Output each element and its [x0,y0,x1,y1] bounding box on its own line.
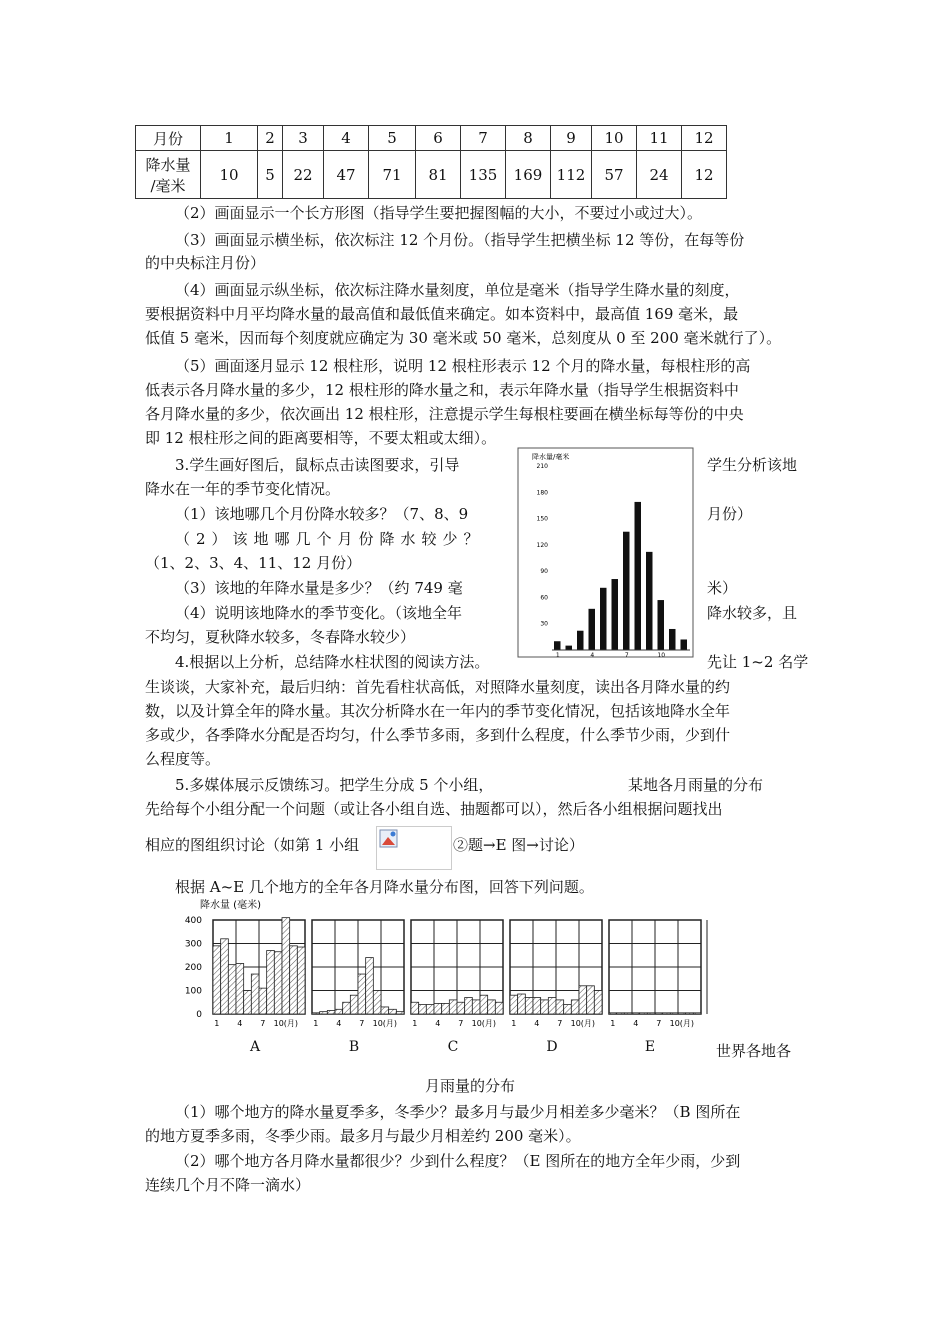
bar-E-6 [647,1013,655,1014]
bar-E-12 [693,1013,701,1014]
bar-B-5 [343,1002,351,1014]
x-tick-label: 7 [557,1019,563,1028]
paragraph: 数，以及计算全年的降水量。其次分析降水在一年内的季节变化情况，包括该地降水全年 [145,702,731,720]
cell: 5 [258,151,283,199]
bar-A-10 [282,918,290,1014]
cell: 10 [592,126,637,151]
cell: 8 [506,126,551,151]
panel-label: B [348,1039,360,1055]
bar-B-6 [350,995,358,1014]
bar-D-4 [533,998,541,1014]
bar-month-5 [600,588,607,650]
paragraph: （3）该地的年降水量是多少？（约 749 毫 [175,579,463,597]
bar-B-9 [373,991,381,1015]
cell: 7 [461,126,506,151]
x-tick-label: 10(月) [273,1019,299,1028]
y-tick-label: 60 [540,594,548,602]
bar-A-12 [297,947,305,1014]
cell: 6 [416,126,461,151]
paragraph: （4）画面显示纵坐标，依次标注降水量刻度，单位是毫米（指导学生降水量的刻度， [175,281,740,299]
paragraph: 降水在一年的季节变化情况。 [145,480,341,498]
bar-E-7 [655,1013,663,1014]
cell: 12 [682,126,727,151]
label-line: /毫米 [150,176,186,195]
image-icon [379,829,399,849]
bar-A-8 [267,951,275,1014]
cell: 9 [551,126,592,151]
paragraph: 各月降水量的多少，依次画出 12 根柱形，注意提示学生每根柱要画在横坐标每等份的中央 [145,405,744,423]
bar-C-4 [434,1003,442,1014]
bar-D-9 [571,1000,579,1014]
paragraph: 生谈谈，大家补充，最后归纳：首先看柱状高低，对照降水量刻度，读出各月降水量的约 [145,678,731,696]
x-tick-label: 1 [412,1019,418,1028]
bar-month-11 [669,629,676,650]
bar-month-4 [589,609,596,650]
bar-A-9 [274,952,282,1014]
paragraph: （1、2、3、4、11、12 月份） [145,554,362,572]
cell: 71 [369,151,416,199]
cell: 24 [637,151,682,199]
bar-month-12 [681,639,688,650]
rainfall-bar-chart [518,448,694,658]
cell: 11 [637,126,682,151]
cell: 4 [324,126,369,151]
label-line: 降水量 [145,155,191,174]
bar-E-2 [617,1013,625,1014]
panel-label: E [644,1039,656,1055]
paragraph: （3）画面显示横坐标，依次标注 12 个月份。（指导学生把横坐标 12 等份，在每等份 [175,231,745,249]
bar-A-4 [236,963,244,1014]
x-tick-label: 10(月) [570,1019,596,1028]
bar-month-6 [612,579,619,650]
paragraph: （1）哪个地方的降水量夏季多，冬季少？最多月与最少月相差多少毫米？（B 图所在 [175,1103,741,1121]
paragraph: ②题→E 图→讨论） [453,836,584,854]
bar-A-1 [213,946,221,1014]
x-tick-label: 4 [435,1019,441,1028]
bar-B-7 [358,974,366,1014]
cell: 47 [324,151,369,199]
bar-month-9 [646,552,653,650]
paragraph: 多或少，各季降水分配是否均匀，什么季节多雨，多到什么程度，什么季节少雨，少到什 [145,726,731,744]
y-tick-label: 200 [184,963,202,973]
bar-A-2 [221,939,229,1014]
paragraph: 么程度等。 [145,750,221,768]
panel-label: A [249,1039,261,1055]
paragraph: 降水较多，且 [707,604,798,622]
x-tick-label: 7 [458,1019,464,1028]
bar-D-5 [541,1000,549,1014]
bar-D-10 [579,986,587,1014]
bar-D-2 [518,994,526,1014]
bar-month-3 [577,631,584,650]
x-tick-label: 7 [260,1019,266,1028]
paragraph: 低表示各月降水量的多少，12 根柱形的降水量之和，表示年降水量（指导学生根据资料中 [145,381,739,399]
bar-month-8 [635,502,642,650]
bar-C-12 [495,1002,503,1014]
table-row [136,151,727,199]
bar-B-12 [396,1012,404,1014]
bar-C-11 [488,1000,496,1014]
bar-E-4 [632,1013,640,1014]
x-tick-label: 10 [657,652,666,659]
bar-B-2 [320,1012,328,1014]
x-tick-label: 1 [214,1019,220,1028]
figure-caption: 月雨量的分布 [425,1077,516,1095]
cell: 5 [369,126,416,151]
bar-D-12 [594,991,602,1015]
paragraph: （5）画面逐月显示 12 根柱形，说明 12 根柱形表示 12 个月的降水量，每根柱形的高 [175,357,751,375]
y-tick-label: 0 [196,1010,202,1020]
cell: 57 [592,151,637,199]
y-tick-label: 150 [536,515,548,523]
paragraph: （2）画面显示一个长方形图（指导学生要把握图幅的大小，不要过小或过大）。 [175,204,703,222]
bar-C-5 [442,1003,450,1014]
paragraph: 米） [707,579,738,597]
bar-C-8 [465,998,473,1014]
panel-label: C [447,1039,459,1055]
bar-D-6 [548,998,556,1014]
bar-D-7 [556,1000,564,1014]
y-tick-label: 400 [184,916,202,926]
y-tick-label: 30 [540,620,548,628]
cell: 3 [283,126,324,151]
bar-month-1 [554,641,561,650]
cell: 12 [682,151,727,199]
figure-caption: 世界各地各 [716,1042,792,1060]
bar-C-3 [426,1005,434,1014]
multi-panel-rainfall-chart [184,896,720,1056]
bar-E-1 [609,1013,617,1014]
chart-title: 降水量/毫米 [532,453,570,461]
bar-month-7 [623,532,630,650]
cell: 2 [258,126,283,151]
bar-E-3 [624,1013,632,1014]
paragraph: 先让 1~2 名学 [707,653,809,671]
paragraph: 3.学生画好图后，鼠标点击读图要求，引导 [175,456,460,474]
x-tick-label: 1 [610,1019,616,1028]
panel-C [411,920,503,1028]
paragraph: （2）哪个地方各月降水量都很少？少到什么程度？（E 图所在的地方全年少雨，少到 [175,1152,741,1170]
paragraph: 的中央标注月份） [145,254,266,272]
panel-A [213,918,305,1028]
paragraph: （2）该地哪几个月份降水较少？ [175,530,485,548]
paragraph: 连续几个月不降一滴水） [145,1176,311,1194]
panel-B [312,920,404,1028]
y-tick-label: 90 [540,568,548,576]
bar-B-1 [312,1013,320,1014]
x-tick-label: 4 [237,1019,243,1028]
x-tick-label: 1 [313,1019,319,1028]
bar-C-9 [472,1000,480,1014]
bar-B-4 [335,1009,343,1014]
cell: 10 [201,151,258,199]
x-tick-label: 7 [656,1019,662,1028]
bar-C-2 [419,1005,427,1014]
x-tick-label: 10(月) [471,1019,497,1028]
paragraph: 低值 5 毫米，因而每个刻度就应确定为 30 毫米或 50 毫米，总刻度从 0 至 200 毫米就行了）。 [145,329,782,347]
table-row [136,126,727,151]
bar-B-10 [381,1007,389,1014]
cell: 1 [201,126,258,151]
bar-E-9 [670,1013,678,1014]
bar-A-3 [228,965,236,1014]
y-tick-label: 100 [184,986,202,997]
bar-C-10 [480,995,488,1014]
x-tick-label: 4 [534,1019,540,1028]
x-tick-label: 4 [633,1019,639,1028]
paragraph: 先给每个小组分配一个问题（或让各小组自选、抽题都可以），然后各小组根据问题找出 [145,800,723,818]
chart-title: 降水量 (毫米) [200,900,261,911]
bar-C-6 [449,1000,457,1014]
bar-month-10 [658,600,665,650]
y-tick-label: 300 [184,939,202,950]
paragraph: 月份） [707,505,753,523]
bar-C-7 [457,1002,465,1014]
bar-B-11 [389,1009,397,1014]
bar-D-8 [564,1005,572,1014]
bar-E-8 [663,1013,671,1014]
cell: 169 [506,151,551,199]
paragraph: 4.根据以上分析，总结降水柱状图的阅读方法。 [175,653,490,671]
cell: 81 [416,151,461,199]
bar-month-2 [566,646,573,650]
panel-D [510,920,602,1028]
bar-A-6 [251,974,259,1014]
paragraph: 5.多媒体展示反馈练习。把学生分成 5 个小组， [175,776,494,794]
panel-label: D [546,1039,558,1055]
broken-image-placeholder [376,826,452,870]
rainfall-table [135,125,727,199]
bar-E-11 [686,1013,694,1014]
x-tick-label: 10(月) [372,1019,398,1028]
paragraph: 某地各月雨量的分布 [628,776,764,794]
paragraph: （4）说明该地降水的季节变化。（该地全年 [175,604,463,622]
y-tick-label: 180 [536,489,548,497]
bar-D-1 [510,995,518,1014]
cell: 112 [551,151,592,199]
paragraph: 相应的图组织讨论（如第 1 小组 [145,836,360,854]
paragraph: 的地方夏季多雨，冬季少雨。最多月与最少月相差约 200 毫米）。 [145,1127,581,1145]
bar-E-5 [640,1013,648,1014]
bar-D-11 [587,986,595,1014]
paragraph: （1）该地哪几个月份降水较多？（7、8、9 [175,505,469,523]
x-tick-label: 10(月) [669,1019,695,1028]
bar-D-3 [525,998,533,1014]
x-tick-label: 4 [336,1019,342,1028]
paragraph: 要根据资料中月平均降水量的最高值和最低值来确定。如本资料中，最高值 169 毫米，最 [145,305,739,323]
bar-A-7 [259,988,267,1014]
bar-A-5 [244,991,252,1015]
paragraph: 学生分析该地 [707,456,798,474]
row-header [136,151,201,199]
bar-B-3 [327,1010,335,1014]
bar-B-8 [366,958,374,1014]
cell: 22 [283,151,324,199]
x-tick-label: 7 [624,652,629,659]
x-tick-label: 7 [359,1019,365,1028]
x-tick-label: 1 [511,1019,517,1028]
paragraph: 根据 A~E 几个地方的全年各月降水量分布图，回答下列问题。 [175,878,594,896]
x-tick-label: 1 [555,652,560,659]
y-tick-label: 120 [536,541,548,549]
bar-C-1 [411,1002,419,1014]
paragraph: 即 12 根柱形之间的距离要相等，不要太粗或太细）。 [145,429,497,447]
y-tick-label: 210 [536,463,548,470]
row-header: 月份 [136,126,201,151]
bar-E-10 [678,1013,686,1014]
x-tick-label: 4 [590,652,595,659]
bar-A-11 [290,946,298,1014]
paragraph: 不均匀，夏秋降水较多，冬春降水较少） [145,628,416,646]
cell: 135 [461,151,506,199]
panel-E [609,920,701,1028]
